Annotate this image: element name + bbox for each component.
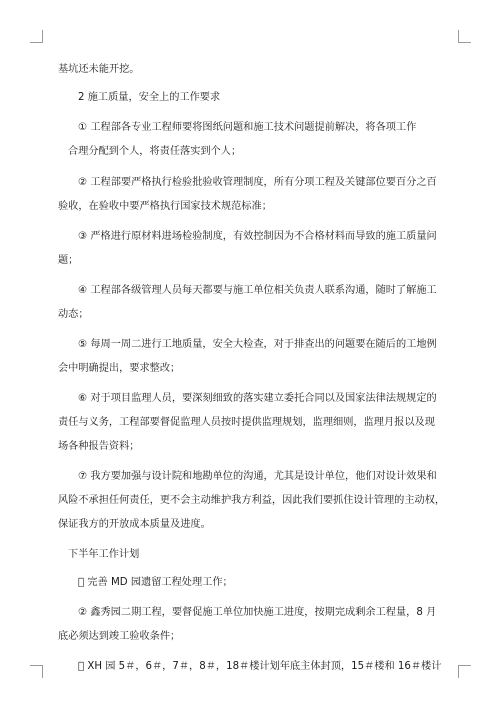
section-heading: 2 施工质量，安全上的工作要求 <box>78 92 221 103</box>
text-line: 风险不承担任何责任，更不会主动维护我方利益，因此我们要抓住设计管理的主动权， <box>58 495 446 506</box>
text-line: ⑥ 对于项目监理人员，要深刻细致的落实建立委托合同以及国家法律法规规定的 <box>78 393 437 404</box>
crop-mark-top-right <box>458 30 471 43</box>
text-line: 底必须达到竣工验收条件； <box>58 631 181 642</box>
text-line: 验收，在验收中要严格执行国家技术规范标准； <box>58 201 272 212</box>
crop-mark-top-left <box>30 30 43 43</box>
crop-mark-bottom-left <box>30 665 43 678</box>
text-line: ⑦ 我方要加强与设计院和地勘单位的沟通，尤其是设计单位，他们对设计效果和 <box>78 471 437 482</box>
text-line: ② 鑫秀园二期工程，要督促施工单位加快施工进度，按期完成剩余工程量，8 月 <box>78 607 437 618</box>
text-line: 题； <box>58 255 79 266</box>
text-line: 󰃠 XH 园 5＃，6＃，7＃，8＃，18＃楼计划年底主体封顶，15＃楼和 16＃楼计 <box>78 661 442 672</box>
text-line: ⑤ 每周一周二进行工地质量，安全大检查，对于排查出的问题要在随后的工地例 <box>78 339 437 350</box>
crop-mark-bottom-right <box>458 665 471 678</box>
text-line: 合理分配到个人，将责任落实到个人； <box>68 146 242 157</box>
text-line: 基坑还未能开挖。 <box>58 64 140 75</box>
section-heading: 下半年工作计划 <box>68 549 140 560</box>
text-line: ① 工程部各专业工程师要将图纸问题和施工技术问题提前解决，将各项工作 <box>78 122 417 133</box>
text-line: 动态； <box>58 309 89 320</box>
text-line: 会中明确提出，要求整改； <box>58 363 181 374</box>
text-line: ③ 严格进行原材料进场检验制度，有效控制因为不合格材料而导致的施工质量问 <box>78 231 437 242</box>
text-line: ② 工程部要严格执行检验批验收管理制度，所有分项工程及关键部位要百分之百 <box>78 177 437 188</box>
text-line: 保证我方的开放成本质量及进度。 <box>58 519 211 530</box>
text-line: 责任与义务，工程部要督促监理人员按时提供监理规划，监理细则，监理月报以及现 <box>58 417 435 428</box>
text-line: 场各种报告资料； <box>58 441 140 452</box>
text-line: ④ 工程部各级管理人员每天都要与施工单位相关负责人联系沟通，随时了解施工 <box>78 285 437 296</box>
text-line: 󰃠 完善 MD 园遗留工程处理工作； <box>78 577 233 588</box>
